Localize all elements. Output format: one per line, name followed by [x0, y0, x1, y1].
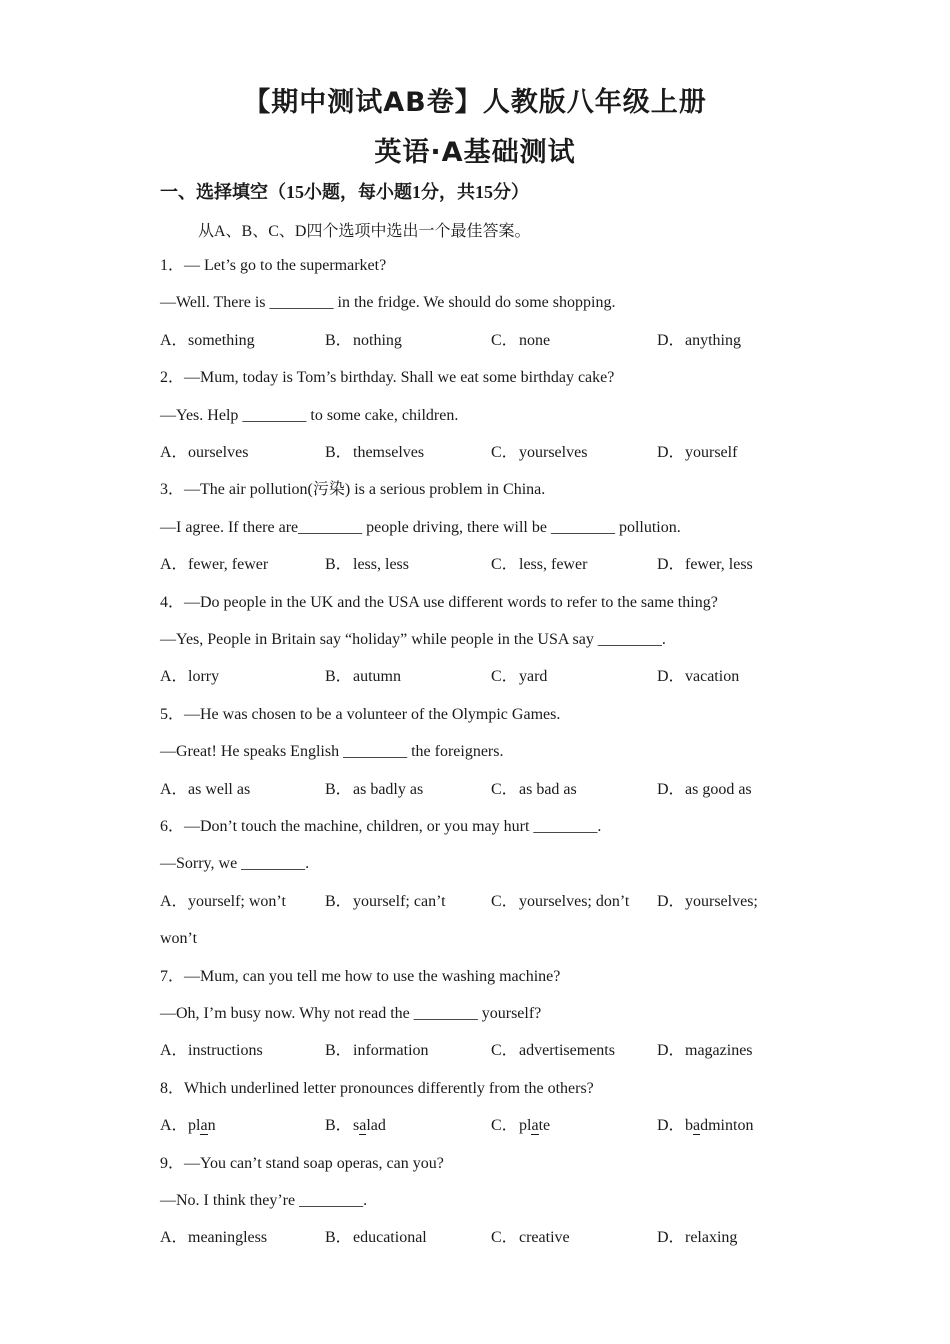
exam-title: 【期中测试AB卷】人教版八年级上册 [243, 87, 707, 118]
option-letter: A． [160, 893, 188, 910]
question-1-option-c[interactable] [491, 331, 550, 351]
option-text-part: pl [519, 1117, 532, 1134]
underlined-letter: a [359, 1117, 367, 1134]
question-4-option-d[interactable] [657, 667, 739, 687]
option-letter: C． [491, 893, 518, 910]
question-8-option-c[interactable] [491, 1116, 550, 1136]
option-letter: A． [160, 668, 188, 685]
question-5-option-a[interactable] [160, 780, 250, 800]
option-letter: A． [160, 781, 188, 798]
option-text: relaxing [685, 1229, 738, 1246]
option-letter: A． [160, 444, 188, 461]
option-text: yourselves; [685, 893, 758, 910]
option-letter: D． [657, 1117, 685, 1134]
option-letter: B． [325, 1229, 352, 1246]
option-text-part: n [207, 1117, 216, 1134]
question-9-option-a[interactable] [160, 1228, 267, 1248]
question-3-option-b[interactable] [325, 555, 409, 575]
question-5-response: —Great! He speaks English ________ the foreigners. [160, 743, 504, 760]
question-9-option-b[interactable] [325, 1228, 427, 1248]
question-5-option-c[interactable] [491, 780, 577, 800]
question-6-option-a[interactable] [160, 892, 286, 912]
question-7-option-d[interactable] [657, 1041, 753, 1061]
option-letter: B． [325, 1042, 352, 1059]
question-1-response: —Well. There is ________ in the fridge. We should do some shopping. [160, 294, 616, 311]
option-text: autumn [353, 668, 401, 685]
option-letter: A． [160, 1229, 188, 1246]
question-3-option-a[interactable] [160, 555, 268, 575]
option-letter: B． [325, 893, 352, 910]
question-4-prompt: 4．—Do people in the UK and the USA use different words to refer to the same thing? [160, 594, 718, 611]
question-9-option-d[interactable] [657, 1228, 737, 1248]
question-8-option-a[interactable] [160, 1116, 216, 1136]
option-text: educational [353, 1229, 427, 1246]
question-7-option-b[interactable] [325, 1041, 429, 1061]
option-text: ourselves [188, 444, 249, 461]
option-text-part: s [353, 1117, 360, 1134]
question-6-option-b[interactable] [325, 892, 446, 912]
option-text: as badly as [353, 781, 424, 798]
option-text: yourself [685, 444, 738, 461]
question-5-option-b[interactable] [325, 780, 423, 800]
option-letter: D． [657, 332, 685, 349]
question-2-response: —Yes. Help ________ to some cake, children. [160, 407, 459, 424]
question-1-option-d[interactable] [657, 331, 741, 351]
question-8-prompt: 8．Which underlined letter pronounces differently from the others? [160, 1080, 594, 1097]
question-1-option-a[interactable] [160, 331, 255, 351]
question-6-option-d-wrap: won’t [160, 930, 198, 947]
option-text-part: b [685, 1117, 693, 1134]
option-text: yourselves; don’t [519, 893, 630, 910]
option-letter: C． [491, 556, 518, 573]
option-text-part: dminton [700, 1117, 754, 1134]
option-text: as bad as [519, 781, 577, 798]
question-4-option-b[interactable] [325, 667, 401, 687]
option-letter: B． [325, 332, 352, 349]
option-text: as good as [685, 781, 752, 798]
question-8-option-b[interactable] [325, 1116, 386, 1136]
option-letter: C． [491, 1117, 518, 1134]
question-9-response: —No. I think they’re ________. [160, 1192, 368, 1209]
option-text-part: lad [366, 1117, 386, 1134]
option-text-part: te [538, 1117, 551, 1134]
option-letter: D． [657, 444, 685, 461]
option-letter: D． [657, 1042, 685, 1059]
option-letter: C． [491, 781, 518, 798]
option-letter: C． [491, 1229, 518, 1246]
question-6-prompt: 6．—Don’t touch the machine, children, or you may hurt ________. [160, 818, 602, 835]
option-letter: D． [657, 781, 685, 798]
question-6-option-d[interactable] [657, 892, 758, 912]
question-7-response: —Oh, I’m busy now. Why not read the ________ yourself? [160, 1005, 542, 1022]
option-letter: B． [325, 1117, 352, 1134]
question-4-option-a[interactable] [160, 667, 219, 687]
question-1-option-b[interactable] [325, 331, 402, 351]
option-text: advertisements [519, 1042, 615, 1059]
option-letter: B． [325, 781, 352, 798]
question-2-option-d[interactable] [657, 443, 737, 463]
underlined-letter: a [200, 1117, 208, 1134]
option-letter: C． [491, 1042, 518, 1059]
underlined-letter: a [693, 1117, 701, 1134]
option-letter: D． [657, 893, 685, 910]
option-letter: B． [325, 668, 352, 685]
option-text: yard [519, 668, 548, 685]
question-6-response: —Sorry, we ________. [160, 855, 310, 872]
option-text: lorry [188, 668, 220, 685]
question-8-option-d[interactable] [657, 1116, 753, 1136]
option-text: less, less [353, 556, 409, 573]
option-text: less, fewer [519, 556, 588, 573]
question-2-option-c[interactable] [491, 443, 587, 463]
question-3-option-d[interactable] [657, 555, 753, 575]
option-text: information [353, 1042, 429, 1059]
underlined-letter: a [531, 1117, 539, 1134]
option-text: nothing [353, 332, 402, 349]
question-7-option-c[interactable] [491, 1041, 615, 1061]
question-7-option-a[interactable] [160, 1041, 263, 1061]
option-text: themselves [353, 444, 425, 461]
question-2-option-b[interactable] [325, 443, 424, 463]
option-letter: A． [160, 556, 188, 573]
option-text: creative [519, 1229, 570, 1246]
question-7-prompt: 7．—Mum, can you tell me how to use the washing machine? [160, 968, 561, 985]
option-letter: D． [657, 556, 685, 573]
option-text: fewer, fewer [188, 556, 269, 573]
option-text: yourself; won’t [188, 893, 286, 910]
question-9-option-c[interactable] [491, 1228, 570, 1248]
question-3-prompt: 3．—The air pollution(污染) is a serious problem in China. [160, 481, 546, 498]
question-6-option-c[interactable] [491, 892, 629, 912]
option-letter: A． [160, 1042, 188, 1059]
option-letter: B． [325, 444, 352, 461]
option-letter: D． [657, 1229, 685, 1246]
question-5-option-d[interactable] [657, 780, 752, 800]
option-letter: A． [160, 332, 188, 349]
question-2-prompt: 2．—Mum, today is Tom’s birthday. Shall we eat some birthday cake? [160, 369, 615, 386]
question-3-response: —I agree. If there are________ people driving, there will be ________ pollution. [160, 519, 681, 536]
exam-subtitle: 英语·A基础测试 [374, 137, 576, 168]
question-4-response: —Yes, People in Britain say “holiday” while people in the USA say ________. [160, 631, 666, 648]
question-1-prompt: 1．— Let’s go to the supermarket? [160, 257, 387, 274]
option-letter: B． [325, 556, 352, 573]
option-letter: C． [491, 668, 518, 685]
option-text: yourselves [519, 444, 588, 461]
option-letter: C． [491, 444, 518, 461]
option-text: meaningless [188, 1229, 268, 1246]
option-text-part: pl [188, 1117, 201, 1134]
option-letter: A． [160, 1117, 188, 1134]
option-text: vacation [685, 668, 740, 685]
option-text: none [519, 332, 551, 349]
section-instruction: 从A、B、C、D四个选项中选出一个最佳答案。 [198, 223, 531, 240]
option-text: something [188, 332, 255, 349]
option-text: instructions [188, 1042, 263, 1059]
question-3-option-c[interactable] [491, 555, 587, 575]
option-letter: C． [491, 332, 518, 349]
option-text: yourself; can’t [353, 893, 446, 910]
question-4-option-c[interactable] [491, 667, 547, 687]
option-letter: D． [657, 668, 685, 685]
question-9-prompt: 9．—You can’t stand soap operas, can you? [160, 1155, 444, 1172]
option-text: as well as [188, 781, 251, 798]
question-2-option-a[interactable] [160, 443, 248, 463]
option-text: magazines [685, 1042, 753, 1059]
option-text: fewer, less [685, 556, 753, 573]
option-text: anything [685, 332, 741, 349]
section-heading: 一、选择填空（15小题，每小题1分，共15分） [160, 182, 529, 202]
question-5-prompt: 5．—He was chosen to be a volunteer of the Olympic Games. [160, 706, 561, 723]
